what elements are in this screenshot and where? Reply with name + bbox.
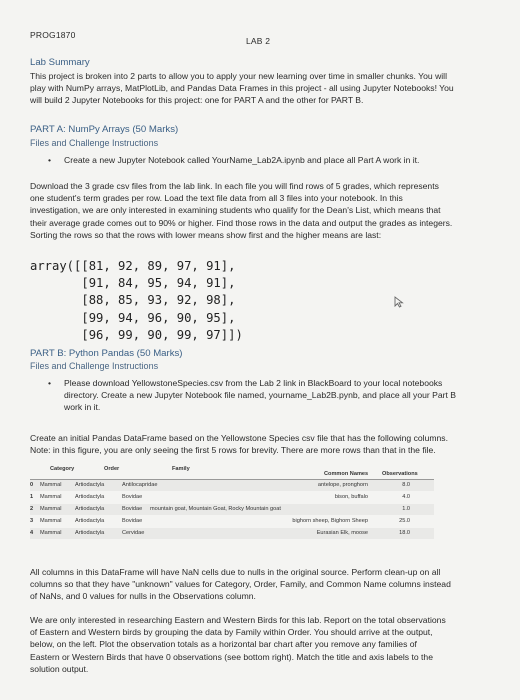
cell-order: Artiodactyla <box>75 530 105 536</box>
part-a-heading: PART A: NumPy Arrays (50 Marks) <box>30 124 179 135</box>
cell-family: Antilocapridae <box>122 482 158 488</box>
summary-line: play with NumPy arrays, MatPlotLib, and Pandas Data Frames in this project - all using Jupyter Notebooks! You <box>30 83 454 94</box>
part-a-line: their average grade comes out to 90% or higher. Find those rows in the data and output the grades as integers. <box>30 217 453 228</box>
cell-category: Mammal <box>40 482 62 488</box>
code-line: [99, 94, 96, 90, 95], <box>30 310 236 325</box>
part-a-line: one student's term grades per row. Load the text file data from all 3 files into your notebook. In this <box>30 193 403 204</box>
row-index: 2 <box>30 506 34 512</box>
course-code: PROG1870 <box>30 30 76 40</box>
column-header: Family <box>172 466 190 472</box>
cell-observations: 8.0 <box>402 482 410 488</box>
part-a-body <box>30 180 512 241</box>
cell-order: Artiodactyla <box>75 506 105 512</box>
birds-instructions <box>30 614 512 675</box>
part-a-line: Sorting the rows so that the rows with lower means show first and the higher means are last: <box>30 229 382 240</box>
cleanup-line: columns so that they have "unknown" values for Category, Order, Family, and Common Name columns instead <box>30 579 451 590</box>
birds-line: solution output. <box>30 663 89 674</box>
cell-observations: 25.0 <box>399 518 410 524</box>
row-index: 4 <box>30 530 34 536</box>
birds-line: Eastern or Western Birds that have 0 observations (see bottom right). Match the title and axis labels to the <box>30 651 433 662</box>
part-b-bullet-line: directory. Create a new Jupyter Notebook file named, yourname_Lab2B.pynb, and place all your Part B <box>64 390 457 401</box>
part-a-subheading: Files and Challenge Instructions <box>30 138 159 148</box>
column-header: Observations <box>382 471 418 477</box>
cell-common-names: bison, buffalo <box>334 494 368 500</box>
cell-category: Mammal <box>40 494 62 500</box>
birds-line: below, on the left. Plot the observation totals as a horizontal bar chart after you remove any families of <box>30 639 417 650</box>
cell-category: Mammal <box>40 506 62 512</box>
code-line: [88, 85, 93, 92, 98], <box>30 293 236 308</box>
mouse-cursor-icon <box>394 296 404 311</box>
part-a-line: Download the 3 grade csv files from the lab link. In each file you will find rows of 5 grades, which represents <box>30 181 439 191</box>
birds-line: of Eastern and Western birds by grouping the data by Family within Order. You should arrive at the output, <box>30 627 433 638</box>
part-b-bullet-text <box>64 377 504 414</box>
cell-family: Bovidae <box>122 518 143 524</box>
cell-observations: 4.0 <box>402 494 410 500</box>
cell-category: Mammal <box>40 518 62 524</box>
cell-order: Artiodactyla <box>75 482 105 488</box>
column-header: Category <box>50 466 75 472</box>
lab-number: LAB 2 <box>246 36 271 46</box>
summary-heading: Lab Summary <box>30 57 90 68</box>
part-b-bullet-line: Please download YellowstoneSpecies.csv from the Lab 2 link in BlackBoard to your local notebooks <box>64 378 443 388</box>
part-b-subheading: Files and Challenge Instructions <box>30 361 159 371</box>
cell-category: Mammal <box>40 530 62 536</box>
part-a-line: investigation, we are only interested in examining students who qualify for the Dean's List, which means that <box>30 205 441 216</box>
code-line: [91, 84, 95, 94, 91], <box>30 276 236 291</box>
row-index: 3 <box>30 518 34 524</box>
row-index: 1 <box>30 494 34 500</box>
cell-family: Cervidae <box>122 530 145 536</box>
summary-line: will build 2 Jupyter Notebooks for this project: one for PART A and the other for PART B. <box>30 95 364 106</box>
summary-line: This project is broken into 2 parts to allow you to apply your new learning over time in smaller chunks. You will <box>30 71 448 81</box>
birds-line: We are only interested in researching Eastern and Western Birds for this lab. Report on the total observations <box>30 615 446 625</box>
cleanup-line: of NaNs, and 0 values for nulls in the Observations column. <box>30 591 256 602</box>
cell-common-names: antelope, pronghorn <box>317 482 368 488</box>
part-b-intro-line: Create an initial Pandas DataFrame based on the Yellowstone Species csv file that has the following columns. <box>30 433 448 443</box>
cell-observations: 18.0 <box>399 530 410 536</box>
row-index: 0 <box>30 482 34 488</box>
cell-common-names: mountain goat, Mountain Goat, Rocky Mountain goat <box>150 506 281 512</box>
code-line: [96, 99, 90, 99, 97]]) <box>30 327 243 342</box>
cell-order: Artiodactyla <box>75 494 105 500</box>
bullet-icon: • <box>48 378 52 388</box>
cleanup-line: All columns in this DataFrame will have NaN cells due to nulls in the original source. Perform clean-up on all <box>30 567 441 577</box>
dataframe-table <box>30 464 434 558</box>
part-b-bullet-line: work in it. <box>64 402 101 413</box>
cleanup-instructions <box>30 566 512 603</box>
part-a-bullet-text: Create a new Jupyter Notebook called YourName_Lab2A.ipynb and place all Part A work in it. <box>64 155 420 165</box>
cell-common-names: Eurasian Elk, moose <box>316 530 368 536</box>
column-header: Order <box>104 466 120 472</box>
summary-body <box>30 70 512 107</box>
part-b-heading: PART B: Python Pandas (50 Marks) <box>30 348 183 359</box>
cell-order: Artiodactyla <box>75 518 105 524</box>
bullet-icon: • <box>48 155 52 165</box>
cell-common-names: bighorn sheep, Bighorn Sheep <box>292 518 368 524</box>
column-header: Common Names <box>324 471 369 477</box>
cell-observations: 1.0 <box>402 506 410 512</box>
part-b-intro <box>30 432 512 456</box>
part-b-intro-line: Note: in this figure, you are only seeing the first 5 rows for brevity. There are more rows than that in the file. <box>30 445 436 456</box>
array-output <box>30 258 243 344</box>
cell-family: Bovidae <box>122 494 143 500</box>
cell-family: Bovidae <box>122 506 143 512</box>
code-line: array([[81, 92, 89, 97, 91], <box>30 259 236 273</box>
